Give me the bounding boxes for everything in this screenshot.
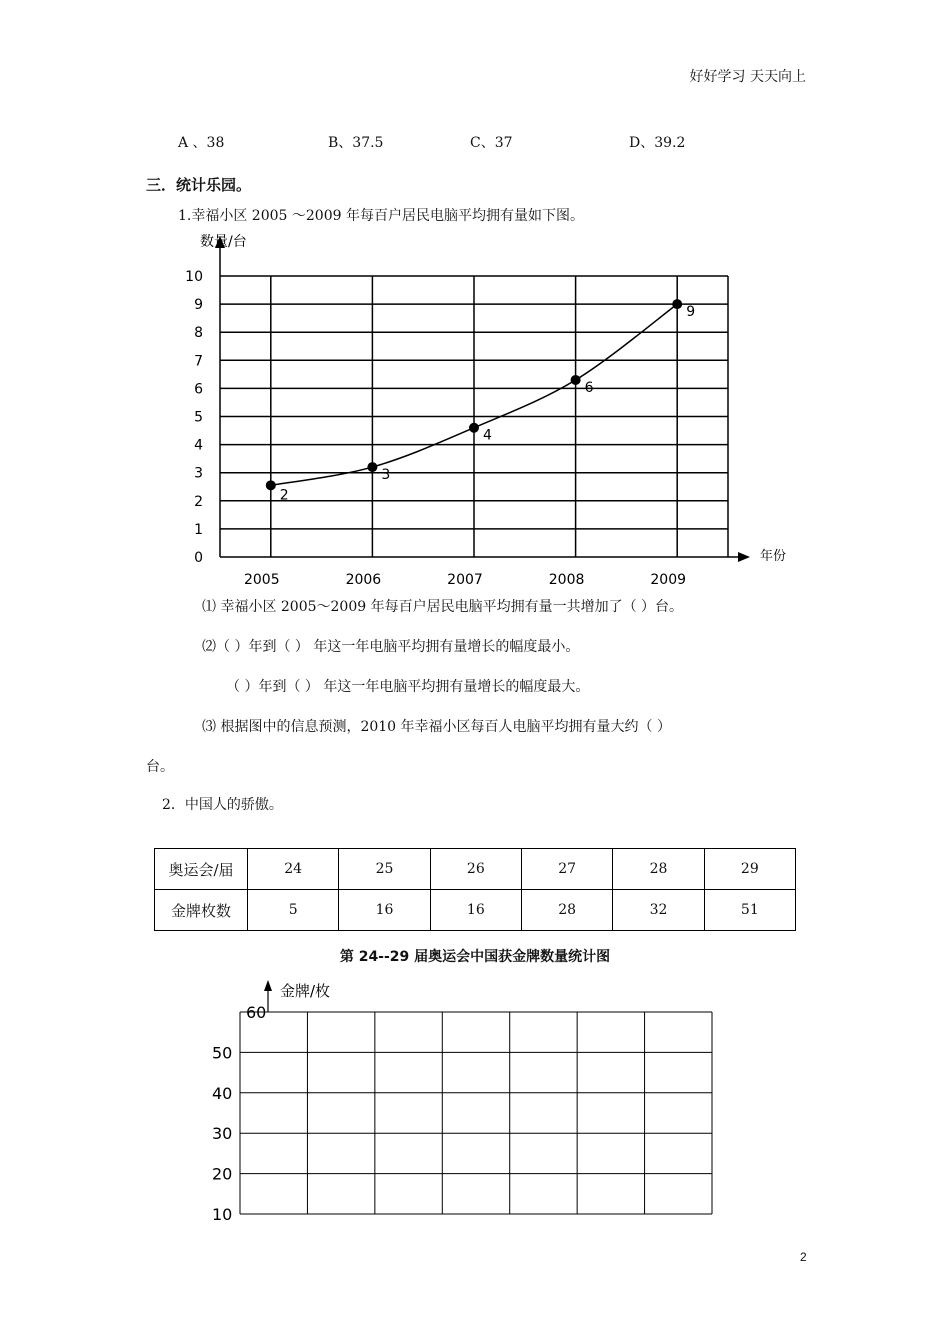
option-d: D、39.2 <box>629 135 686 151</box>
gold-medal-table <box>154 848 796 931</box>
table-cell: 27 <box>521 849 612 890</box>
question-1-sub-3: ⑶ 根据图中的信息预测，2010 年幸福小区每百人电脑平均拥有量大约（ ） <box>202 719 671 735</box>
table-cell: 29 <box>704 849 795 890</box>
gold-medal-chart-grid <box>0 960 950 1230</box>
table-cell: 26 <box>430 849 521 890</box>
y-tick-label: 9 <box>194 297 203 314</box>
y-tick-label: 20 <box>212 1164 233 1184</box>
x-tick-label: 2007 <box>447 572 483 588</box>
chart-2-title: 第 24--29 届奥运会中国获金牌数量统计图 <box>339 949 611 965</box>
table-cell: 51 <box>704 890 795 931</box>
table-cell: 28 <box>521 890 612 931</box>
y-tick-label: 2 <box>194 493 203 510</box>
data-label: 2 <box>279 487 289 504</box>
data-label: 4 <box>483 427 492 444</box>
table-cell: 32 <box>613 890 704 931</box>
y-tick-label: 6 <box>194 381 203 398</box>
page-header: 好好学习 天天向上 <box>689 69 806 85</box>
y-tick-label: 3 <box>194 465 203 482</box>
table-cell: 28 <box>613 849 704 890</box>
y-axis-label: 金牌/枚 <box>280 982 331 1000</box>
y-axis-label: 数量/台 <box>200 234 247 250</box>
option-a: A 、38 <box>178 135 225 151</box>
question-1-sub-1: ⑴ 幸福小区 2005～2009 年每百户居民电脑平均拥有量一共增加了（ ）台。 <box>202 599 684 615</box>
data-point <box>672 299 682 309</box>
data-label: 3 <box>381 467 391 484</box>
data-label: 6 <box>584 379 594 396</box>
question-1-sub-3-cont: 台。 <box>146 759 174 775</box>
x-tick-label: 2006 <box>345 572 382 588</box>
computer-ownership-chart <box>0 0 950 600</box>
x-tick-label: 2009 <box>650 572 687 588</box>
table-cell: 5 <box>248 890 339 931</box>
x-tick-label: 2005 <box>243 572 280 588</box>
y-tick-label: 40 <box>212 1083 233 1103</box>
question-1-title: 1.幸福小区 2005 ～2009 年每百户居民电脑平均拥有量如下图。 <box>178 208 584 224</box>
y-tick-label: 7 <box>194 353 203 370</box>
y-tick-label: 5 <box>194 409 203 426</box>
data-point <box>469 423 479 433</box>
table-row-header: 奥运会/届 <box>155 849 248 890</box>
x-tick-label: 2008 <box>548 572 585 588</box>
section-title: 三．统计乐园。 <box>146 176 252 194</box>
y-tick-label: 1 <box>194 521 203 538</box>
option-b: B、37.5 <box>328 135 384 151</box>
option-c: C、37 <box>470 135 513 151</box>
y-tick-label: 30 <box>212 1124 233 1144</box>
y-tick-label: 10 <box>185 269 203 285</box>
question-1-sub-2b: （ ）年到（ ） 年这一年电脑平均拥有量增长的幅度最大。 <box>226 679 590 695</box>
table-cell: 24 <box>248 849 339 890</box>
y-tick-label: 10 <box>212 1205 233 1224</box>
data-point <box>571 375 581 385</box>
data-point <box>367 462 377 472</box>
question-1-sub-2a: ⑵（ ）年到（ ） 年这一年电脑平均拥有量增长的幅度最小。 <box>202 639 580 655</box>
page-number: 2 <box>800 1250 807 1264</box>
table-row <box>155 890 796 931</box>
data-point <box>266 480 276 490</box>
data-label: 9 <box>686 304 696 321</box>
y-tick-label: 50 <box>212 1043 233 1063</box>
x-axis-arrow <box>738 552 750 562</box>
table-cell: 16 <box>430 890 521 931</box>
y-axis-arrow <box>264 980 272 991</box>
y-tick-label: 0 <box>194 550 203 566</box>
y-tick-label: 60 <box>246 1003 267 1022</box>
table-row-header: 金牌枚数 <box>155 890 248 931</box>
y-tick-label: 8 <box>194 325 203 342</box>
table-cell: 16 <box>339 890 430 931</box>
table-cell: 25 <box>339 849 430 890</box>
y-tick-label: 4 <box>194 437 203 454</box>
question-2-title: 2．中国人的骄傲。 <box>162 797 283 813</box>
table-row <box>155 849 796 890</box>
x-axis-label: 年份 <box>760 549 787 564</box>
